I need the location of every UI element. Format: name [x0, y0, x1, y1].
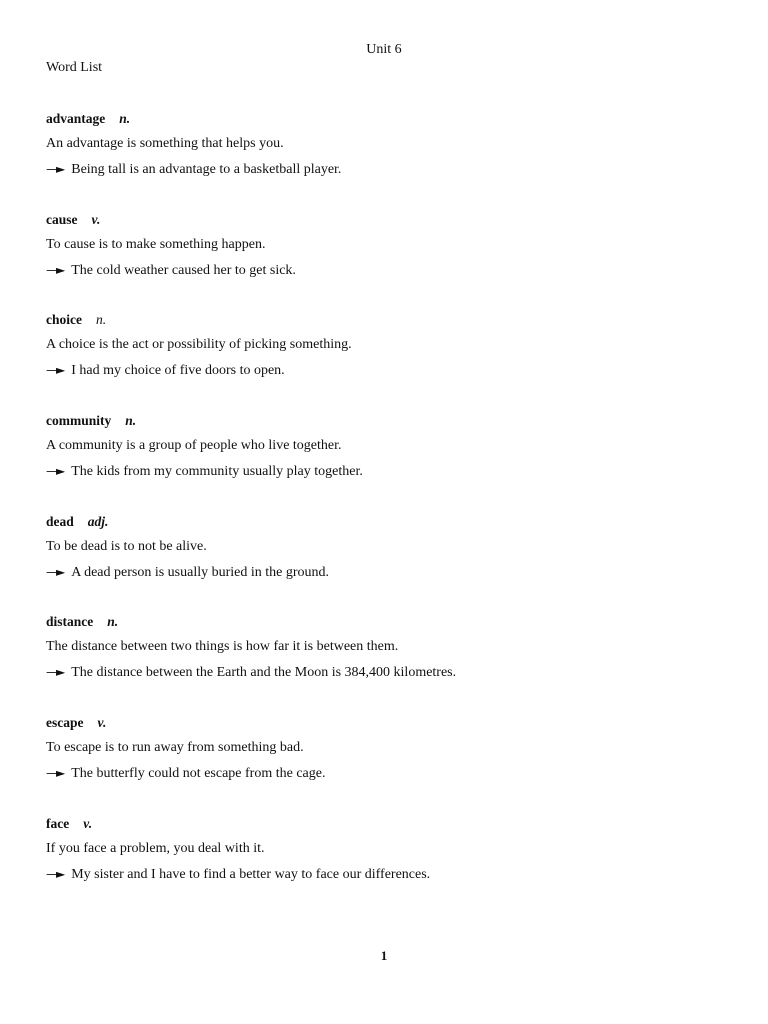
entry-example [46, 563, 329, 582]
entry-example-text: The cold weather caused her to get sick. [71, 262, 296, 278]
entry-definition: The distance between two things is how far it is between them. [46, 639, 399, 655]
entry-cause [46, 211, 726, 312]
arrow-icon: —► [46, 262, 64, 277]
entry-part-of-speech: v. [91, 211, 101, 227]
entry-headline [46, 110, 130, 128]
entry-headline [46, 311, 106, 329]
entry-word: advantage [46, 111, 106, 126]
arrow-icon: —► [46, 766, 64, 781]
entry-choice [46, 311, 726, 412]
arrow-icon: —► [46, 665, 64, 680]
page-number: 1 [380, 948, 388, 963]
unit-title: Unit 6 [366, 42, 402, 57]
entry-example [46, 462, 363, 481]
entry-part-of-speech: v. [97, 715, 107, 731]
entry-word: cause [46, 211, 78, 227]
entry-example-text: A dead person is usually buried in the ground. [71, 564, 330, 580]
entry-example-text: The kids from my community usually play together. [71, 464, 363, 480]
arrow-icon: —► [46, 464, 64, 479]
entry-example-text: Being tall is an advantage to a basketball player. [71, 162, 342, 177]
entry-face [46, 815, 726, 916]
entry-definition: To escape is to run away from something bad. [46, 740, 304, 756]
entry-example [46, 764, 325, 783]
entry-word: distance [46, 614, 94, 630]
entry-definition: A community is a group of people who live together. [46, 438, 342, 454]
entry-example-text: The distance between the Earth and the Moon is 384,400 kilometres. [71, 665, 457, 681]
entry-part-of-speech: n. [125, 413, 137, 429]
entry-word: community [46, 413, 112, 429]
entry-part-of-speech: n. [96, 312, 107, 328]
entry-headline [46, 211, 100, 229]
entry-escape [46, 714, 726, 815]
arrow-icon: —► [46, 363, 64, 378]
entry-headline [46, 513, 108, 531]
entry-headline [46, 412, 136, 430]
entry-example [46, 663, 456, 682]
entry-example [46, 261, 296, 280]
entry-distance [46, 613, 726, 714]
entry-definition: To be dead is to not be alive. [46, 538, 207, 554]
entry-headline [46, 714, 106, 732]
entry-community [46, 412, 726, 513]
arrow-icon: —► [46, 162, 64, 176]
word-list-title: Word List [46, 60, 103, 75]
entry-definition: A choice is the act or possibility of picking something. [46, 337, 352, 353]
entry-example [46, 361, 285, 380]
entry-advantage [46, 110, 726, 211]
entry-example-text: I had my choice of five doors to open. [71, 363, 285, 379]
entry-part-of-speech: adj. [87, 513, 109, 529]
entry-word: dead [46, 513, 74, 529]
entry-headline [46, 613, 118, 631]
entry-definition: To cause is to make something happen. [46, 236, 266, 252]
word-entries [46, 110, 726, 916]
arrow-icon: —► [46, 866, 64, 881]
entry-part-of-speech: n. [119, 111, 131, 126]
entry-word: choice [46, 312, 82, 328]
entry-word: face [46, 815, 70, 831]
entry-example [46, 865, 430, 884]
entry-example [46, 160, 341, 179]
entry-headline [46, 815, 92, 833]
entry-example-text: The butterfly could not escape from the cage. [71, 766, 326, 782]
entry-definition: If you face a problem, you deal with it. [46, 840, 265, 856]
entry-part-of-speech: n. [107, 614, 119, 630]
arrow-icon: —► [46, 564, 64, 579]
entry-part-of-speech: v. [83, 815, 93, 831]
entry-definition: An advantage is something that helps you. [46, 136, 284, 151]
entry-word: escape [46, 715, 84, 731]
entry-example-text: My sister and I have to find a better way to face our differences. [71, 866, 431, 882]
entry-dead [46, 513, 726, 614]
